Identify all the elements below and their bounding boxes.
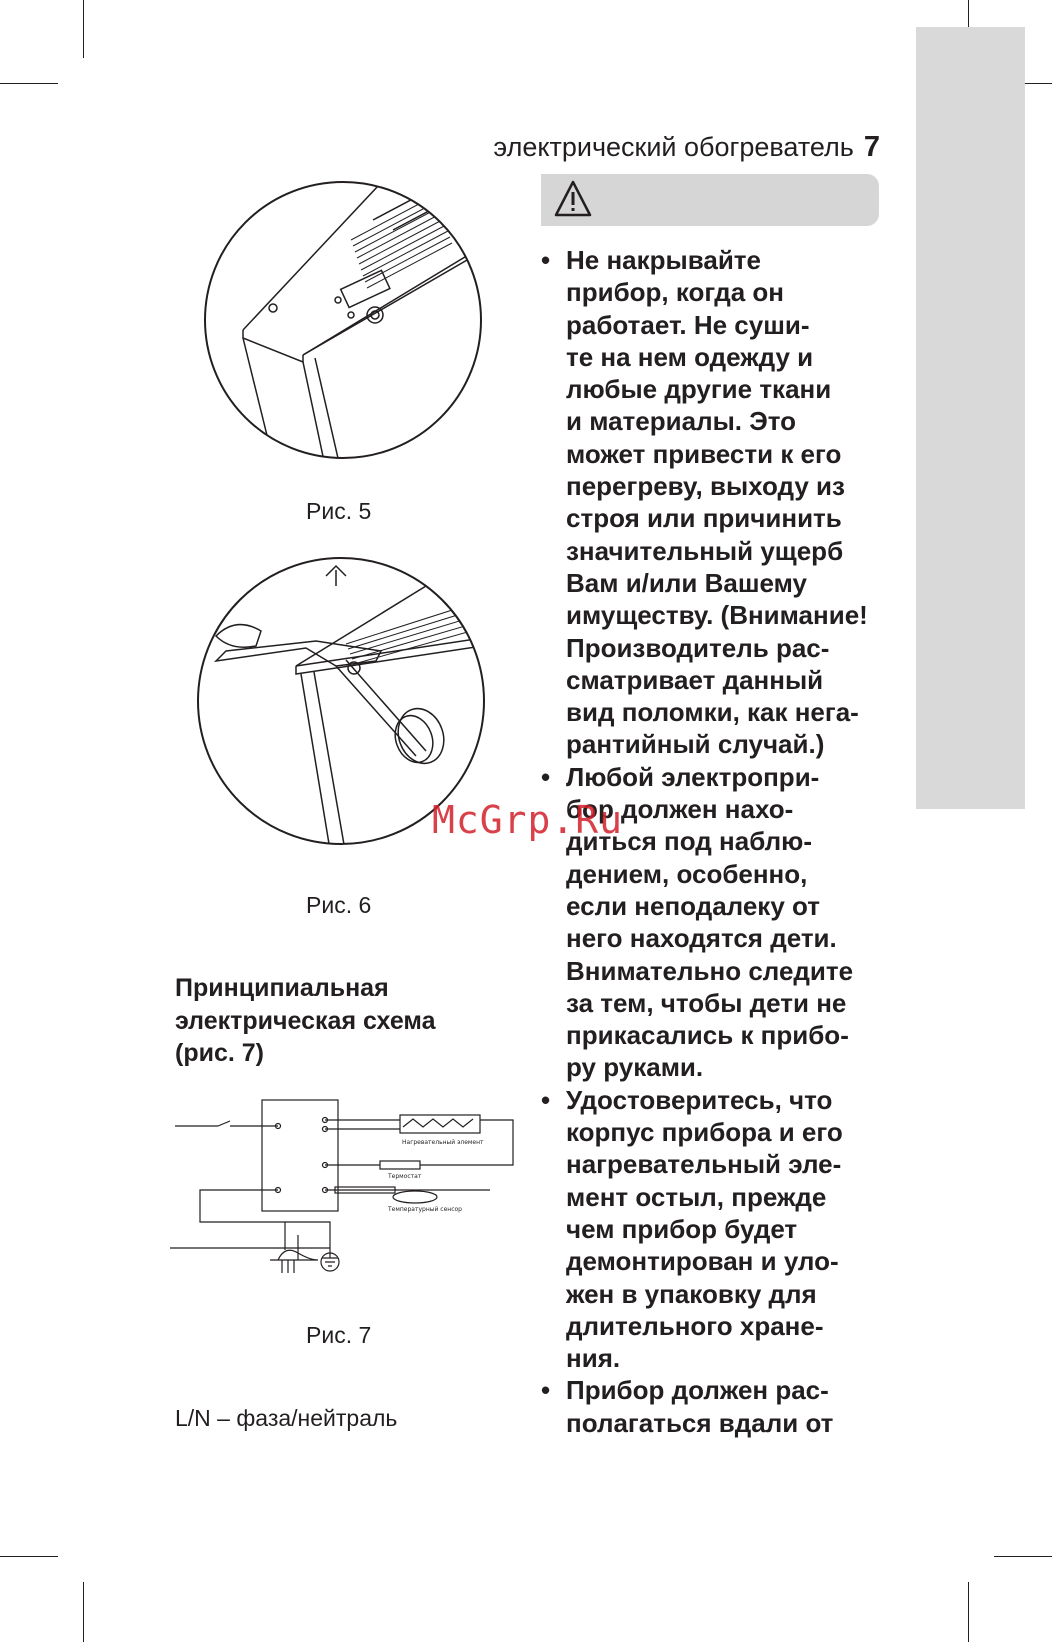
warning-text-line: мент остыл, прежде <box>566 1181 827 1212</box>
crop-mark <box>0 83 58 84</box>
crop-mark <box>968 1582 969 1642</box>
schematic-title-line: (рис. 7) <box>175 1039 264 1067</box>
warning-text-line: длительного хране- <box>566 1310 824 1341</box>
schematic-title <box>175 972 435 1070</box>
warning-text-line: Не накрывайте <box>566 245 761 275</box>
warning-text-line: демонтирован и уло- <box>566 1246 839 1277</box>
warning-text-line: жен в упаковку для <box>566 1278 817 1309</box>
warning-text-line: и материалы. Это <box>566 406 797 437</box>
warning-list-item <box>541 244 891 761</box>
warning-text-line: ру руками. <box>566 1052 704 1083</box>
warning-text-line: Внимательно следите <box>566 955 854 986</box>
warning-text-line: Удостоверитесь, что <box>566 1084 833 1115</box>
warning-text-line: те на нем одежду и <box>566 341 814 372</box>
warning-text-line: дением, особенно, <box>566 858 808 889</box>
warning-text-line: сматривает данный <box>566 664 824 695</box>
warning-text-line: ния. <box>566 1343 621 1374</box>
crop-mark <box>83 0 84 58</box>
warning-text-line: бор должен нахо- <box>566 794 794 825</box>
warning-text-line: перегреву, выходу из <box>566 471 845 502</box>
warning-text-line: Производитель рас- <box>566 632 830 663</box>
side-tab <box>916 27 1025 809</box>
warning-text-line: строя или причинить <box>566 503 842 534</box>
figure-7-schematic <box>170 1095 530 1295</box>
figure-5-illustration <box>203 180 483 460</box>
watermark: McGrp.Ru <box>432 798 624 842</box>
warning-text-line: значительный ущерб <box>566 535 844 566</box>
figure-7-caption: Рис. 7 <box>306 1322 372 1348</box>
thermostat-label: Термостат <box>388 1173 422 1180</box>
warning-text-line: имуществу. (Внимание! <box>566 600 868 631</box>
warning-list-item <box>541 1084 891 1375</box>
warning-text-line: прикасались к прибо- <box>566 1020 849 1051</box>
crop-mark <box>0 1556 58 1557</box>
warning-text-line: вид поломки, как нега- <box>566 697 859 728</box>
warning-text-line: прибор, когда он <box>566 277 785 308</box>
crop-mark <box>83 1582 84 1642</box>
bullet-dot: • <box>541 761 551 792</box>
warning-text-line: Вам и/или Вашему <box>566 567 807 598</box>
warning-text-line: корпус прибора и его <box>566 1117 843 1148</box>
crop-mark <box>994 1556 1052 1557</box>
warning-list-item <box>541 1374 891 1439</box>
warning-text-line: чем прибор будет <box>566 1213 798 1244</box>
figure-6-caption: Рис. 6 <box>306 892 372 918</box>
schematic-title-line: Принципиальная <box>175 974 389 1002</box>
warning-text-line: Любой электропри- <box>566 761 820 792</box>
header-title: электрический обогреватель <box>493 132 854 162</box>
warning-text-line: него находятся дети. <box>566 923 837 954</box>
page-header <box>470 131 880 164</box>
bullet-dot: • <box>541 1375 551 1406</box>
warning-triangle-icon <box>553 179 593 219</box>
warning-text-line: если неподалеку от <box>566 890 820 921</box>
warning-text-line: нагревательный эле- <box>566 1149 842 1180</box>
warning-text-line: рантийный случай.) <box>566 729 825 760</box>
warning-text-line: работает. Не суши- <box>566 309 810 340</box>
legend-text: L/N – фаза/нейтраль <box>175 1405 398 1431</box>
temp-sensor-label: Температурный сенсор <box>388 1206 462 1213</box>
warning-text-line: диться под наблю- <box>566 826 812 857</box>
page-number: 7 <box>863 131 880 163</box>
warning-text-line: Прибор должен рас- <box>566 1375 829 1406</box>
warning-bar <box>541 174 879 226</box>
heating-element-label: Нагревательный элемент <box>402 1139 484 1146</box>
bullet-dot: • <box>541 245 551 275</box>
warning-text-line: полагаться вдали от <box>566 1407 834 1438</box>
warning-text-line: может привести к его <box>566 438 842 469</box>
warning-text-line: за тем, чтобы дети не <box>566 987 847 1018</box>
warning-text-line: любые другие ткани <box>566 374 832 405</box>
figure-5-caption: Рис. 5 <box>306 498 372 524</box>
bullet-dot: • <box>541 1084 551 1115</box>
schematic-title-line: электрическая схема <box>175 1006 436 1035</box>
